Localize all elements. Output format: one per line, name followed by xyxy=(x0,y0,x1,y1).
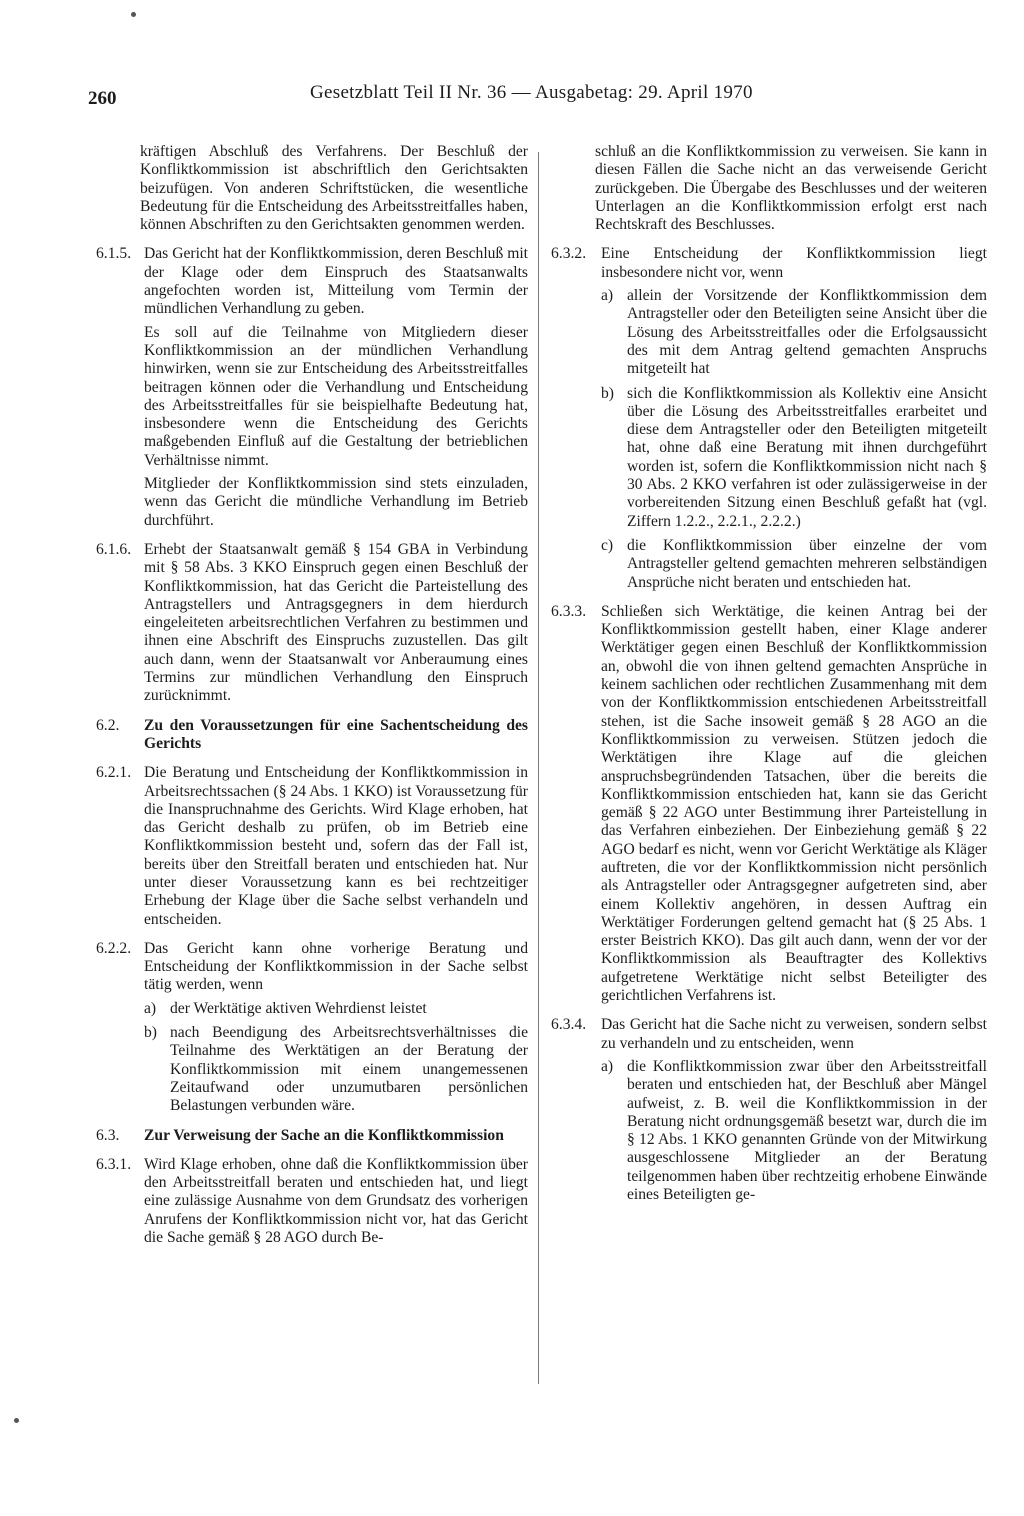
page-number: 260 xyxy=(88,88,117,109)
section-6-3-4 xyxy=(551,1016,987,1204)
scan-speck xyxy=(14,1418,19,1423)
section-number: 6.2.1. xyxy=(96,764,132,782)
section-heading: Zu den Voraussetzungen für eine Sachentscheidung des Gerichts xyxy=(144,716,528,752)
section-6-3-3 xyxy=(551,603,987,1006)
list-item xyxy=(601,537,987,592)
paragraph-text: kräftigen Abschluß des Verfahrens. Der Beschluß der Konfliktkommission ist abschriftlich den Gerichtsakten beizufügen. Von anderen Schriftstücken, die wesentliche Bedeutung für die Entscheidung des Arbeitsstreitfalles haben, können Abschriften zu den Gerichtsakten genommen werden. xyxy=(140,143,528,234)
section-number: 6.3.1. xyxy=(96,1155,132,1173)
section-number: 6.3. xyxy=(96,1126,120,1144)
continued-paragraph xyxy=(96,143,528,234)
section-heading-6-3 xyxy=(96,1127,528,1145)
section-number: 6.3.3. xyxy=(551,602,587,620)
section-6-3-1 xyxy=(96,1156,528,1247)
scan-speck xyxy=(131,12,136,17)
section-number: 6.2.2. xyxy=(96,939,132,957)
item-marker: a) xyxy=(601,287,614,305)
list-item xyxy=(601,385,987,531)
section-number: 6.1.5. xyxy=(96,245,132,263)
paragraph-text: Wird Klage erhoben, ohne daß die Konfliktkommission über den Arbeitsstreitfall beraten und entschieden hat, und liegt eine zulässige Ausnahme von dem Grundsatz des vorherigen Anrufens der Konfliktkommission nicht vor, hat das Gericht die Sache gemäß § 28 AGO durch Be- xyxy=(144,1155,528,1247)
item-marker: b) xyxy=(144,1024,157,1042)
item-marker: a) xyxy=(601,1057,614,1075)
item-marker: b) xyxy=(601,384,614,402)
section-6-1-6 xyxy=(96,541,528,706)
continued-paragraph xyxy=(551,143,987,234)
list-item xyxy=(601,1058,987,1204)
list-item xyxy=(144,1000,528,1018)
list-item xyxy=(601,287,987,378)
section-number: 6.1.6. xyxy=(96,540,132,558)
paragraph-text: Das Gericht kann ohne vorherige Beratung und Entscheidung der Konfliktkommission in der Sache selbst tätig werden, wenn xyxy=(144,939,528,994)
column-divider xyxy=(538,152,539,1384)
section-6-1-5 xyxy=(96,245,528,529)
paragraph-text: schluß an die Konfliktkommission zu verweisen. Sie kann in diesen Fällen die Sache nicht an das verweisende Gericht zurückgeben. Die Übergabe des Beschlusses und der weiteren Unterlagen an die Konfliktkommission erfolgt erst nach Rechtskraft des Beschlusses. xyxy=(595,143,987,234)
section-heading-6-2 xyxy=(96,717,528,754)
item-marker: c) xyxy=(601,536,614,554)
left-column xyxy=(96,143,528,1258)
paragraph-text: Es soll auf die Teilnahme von Mitgliedern dieser Konfliktkommission an der mündlichen Verhandlung hinwirken, wenn sie zur Entscheidung des Arbeitsstreitfalles beitragen können oder die Verhandlung und Entscheidung des Arbeitsstreitfalles für sie beispielhafte Bedeutung hat, insbesondere wenn die Entscheidung des Gerichts maßgebenden Einfluß auf die Gestaltung der betrieblichen Verhältnisse nimmt. xyxy=(144,323,528,469)
paragraph-text: Das Gericht hat die Sache nicht zu verweisen, sondern selbst zu verhandeln und zu entscheiden, wenn xyxy=(601,1016,987,1052)
item-text: nach Beendigung des Arbeitsrechtsverhältnisses die Teilnahme des Werktätigen an der Beratung der Konfliktkommission mit einem unangemessenen Zeitaufwand oder unzumutbaren persönlichen Belastungen verbunden wäre. xyxy=(170,1024,528,1115)
paragraph-text: Die Beratung und Entscheidung der Konfliktkommission in Arbeitsrechtssachen (§ 24 Abs. 1 KKO) ist Voraussetzung für die Inanspruchnahme des Gerichts. Wird Klage erhoben, hat das Gericht deshalb zu prüfen, ob im Betrieb eine Konfliktkommission besteht und, sofern das der Fall ist, bereits über den Streitfall beraten und entschieden hat. Nur unter dieser Voraussetzung kann es bei rechtzeitiger Erhebung der Klage über die Sache selbst verhandeln und entscheiden. xyxy=(144,764,528,928)
page-header xyxy=(88,82,788,110)
item-text: sich die Konfliktkommission als Kollektiv eine Ansicht über die Lösung des Arbeitsstreitfalles erarbeitet und diese dem Antragsteller oder den Beteiligten mitgeteilt hat, ohne daß eine Beratung mit ihnen durchgeführt worden ist, sofern die Konfliktkommission nicht nach § 30 Abs. 2 KKO verfahren ist oder zulässigerweise in der vorbereitenden Sitzung einen Beschluß gefaßt hat (vgl. Ziffern 1.2.2., 2.2.1., 2.2.2.) xyxy=(627,384,987,530)
item-marker: a) xyxy=(144,999,157,1017)
paragraph-text: Eine Entscheidung der Konfliktkommission liegt insbesondere nicht vor, wenn xyxy=(601,245,987,281)
item-text: allein der Vorsitzende der Konfliktkommission dem Antragsteller oder den Beteiligten seine Ansicht über die Lösung des Arbeitsstreitfalles oder die Erfolgsaussicht des mit dem Antrag geltend gemachten Anspruchs mitgeteilt hat xyxy=(627,287,987,378)
section-number: 6.3.2. xyxy=(551,245,587,263)
section-number: 6.2. xyxy=(96,716,120,734)
right-column xyxy=(551,143,987,1215)
paragraph-text: Schließen sich Werktätige, die keinen Antrag bei der Konfliktkommission gestellt haben, einer Klage anderer Werktätiger gegen einen Beschluß der Konfliktkommission an, obwohl die von ihnen geltend gemachten Ansprüche in keinem sachlichen oder rechtlichen Zusammenhang mit dem von der Konfliktkommission entschiedenen Arbeitsstreitfall stehen, ist die Sache insoweit gemäß § 28 AGO an die Konfliktkommission zu verweisen. Stützen jedoch die Werktätigen ihre Klage auf die gleichen anspruchsbegründenden Tatsachen, über die bereits die Konfliktkommission entschieden hat, kann sie das Gericht gemäß § 22 AGO unter Bestimmung ihrer Parteistellung in das Verfahren einbeziehen. Der Einbeziehung gemäß § 22 AGO bedarf es nicht, wenn vor Gericht Werktätige als Kläger auftreten, die vor der Konfliktkommission nicht persönlich als Antragsteller oder Antragsgegner aufgetreten sind, aber einem Kollektiv angehören, in dessen Auftrag ein Werktätiger Forderungen geltend gemacht hat (§ 25 Abs. 1 erster Beistrich KKO). Das gilt auch dann, wenn der vor der Konfliktkommission als Beauftragter des Kollektivs aufgetretene Werktätige nicht selbst Beteiligter des gerichtlichen Verfahrens ist. xyxy=(601,602,987,1005)
section-6-2-2 xyxy=(96,940,528,1116)
item-text: der Werktätige aktiven Wehrdienst leistet xyxy=(170,999,427,1017)
section-heading: Zur Verweisung der Sache an die Konfliktkommission xyxy=(144,1126,504,1144)
paragraph-text: Das Gericht hat der Konfliktkommission, deren Beschluß mit der Klage oder dem Einspruch des Staatsanwalts angefochten worden ist, Mitteilung vom Termin der mündlichen Verhandlung zu geben. xyxy=(144,245,528,318)
section-number: 6.3.4. xyxy=(551,1016,587,1034)
page-title: Gesetzblatt Teil II Nr. 36 — Ausgabetag: 29. April 1970 xyxy=(310,82,753,103)
item-text: die Konfliktkommission zwar über den Arbeitsstreitfall beraten und entschieden hat, der Beschluß aber Mängel aufweist, z. B. weil die Konfliktkommission in der Beratung nicht ordnungsgemäß besetzt war, durch die im § 12 Abs. 1 KKO genannten Gründe von der Mitwirkung ausgeschlossene Mitglieder an der Beratung teilgenommen haben über rechtzeitig erhobene Einwände eines Beteiligten ge- xyxy=(627,1057,987,1204)
item-text: die Konfliktkommission über einzelne der vom Antragsteller geltend gemachten mehreren selbständigen Ansprüche nicht beraten und entschieden hat. xyxy=(627,536,987,591)
list-item xyxy=(144,1024,528,1115)
section-6-2-1 xyxy=(96,764,528,929)
section-6-3-2 xyxy=(551,245,987,591)
paragraph-text: Mitglieder der Konfliktkommission sind stets einzuladen, wenn das Gericht die mündliche Verhandlung im Betrieb durchführt. xyxy=(144,475,528,529)
paragraph-text: Erhebt der Staatsanwalt gemäß § 154 GBA in Verbindung mit § 58 Abs. 3 KKO Einspruch gegen einen Beschluß der Konfliktkommission, hat das Gericht die Parteistellung des Antragstellers und Antragsgegners in dem hierdurch eingeleiteten arbeitsrechtlichen Verfahren zu bestimmen und ihnen eine Abschrift des Einspruchs zuzustellen. Das gilt auch dann, wenn der Staatsanwalt vor Anberaumung eines Termins zur mündlichen Verhandlung den Einspruch zurücknimmt. xyxy=(144,540,528,705)
